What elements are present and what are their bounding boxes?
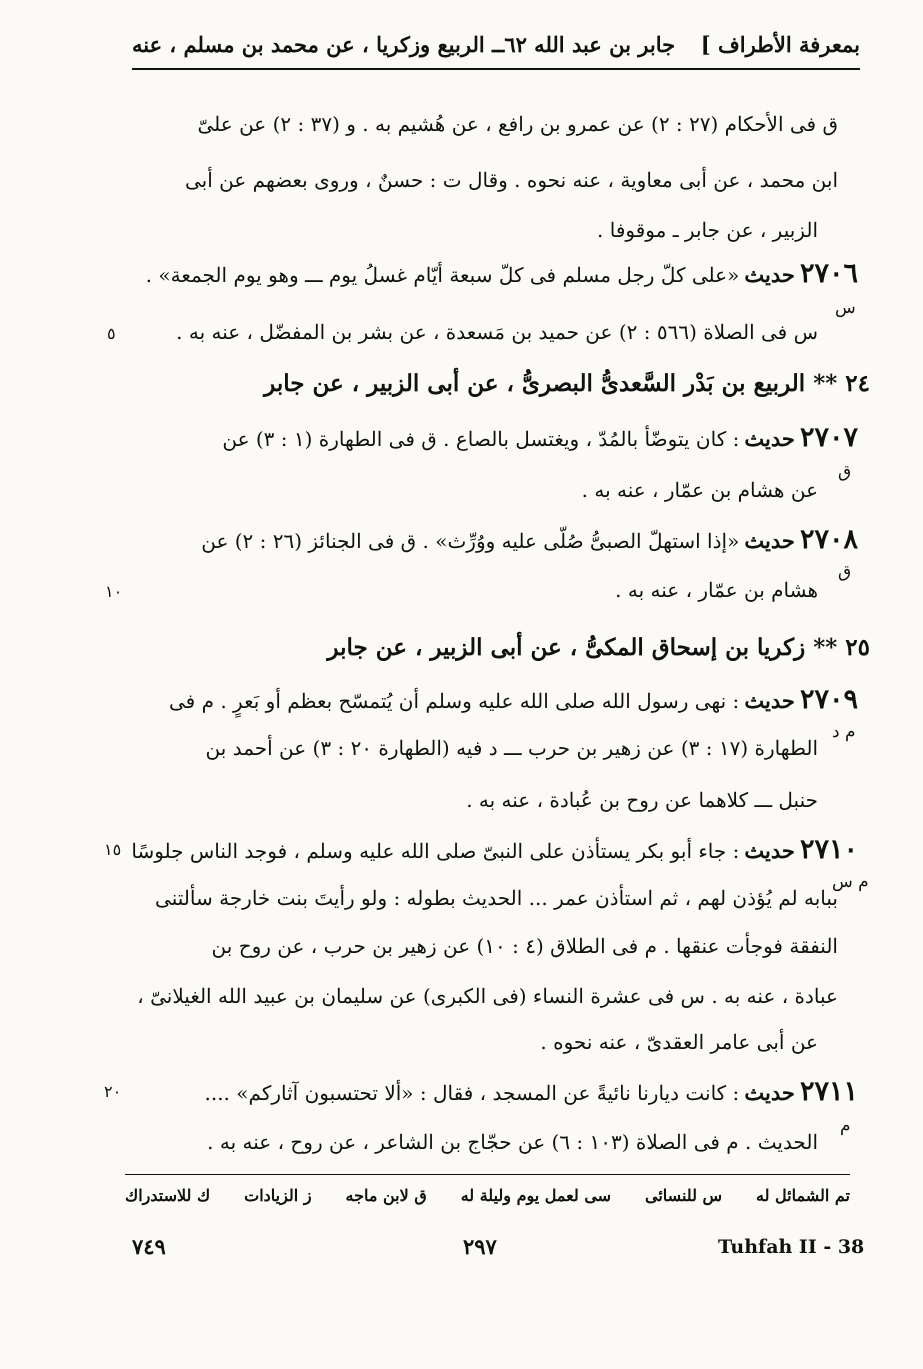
- hadith-text: : كانت ديارنا نائيةً عن المسجد ، فقال : «ألا تحتسبون آثاركم» ....: [204, 1081, 740, 1105]
- hadith-2711: [204, 1076, 858, 1107]
- hadith-text: : جاء أبو بكر يستأذن على النبىّ صلى الله عليه وسلم ، فوجد الناس جلوسًا: [131, 839, 740, 863]
- hadith-2706: [146, 258, 858, 289]
- text-line: ببابه لم يُؤذن لهم ، ثم استأذن عمر ... الحديث بطوله : ولو رأيتَ بنت خارجة سألتنى: [155, 886, 838, 910]
- text-line: ابن محمد ، عن أبى معاوية ، عنه نحوه . وقال ت : حسنٌ ، وروى بعضهم عن أبى: [184, 168, 838, 192]
- siglum: ق: [838, 562, 852, 582]
- hadith-label: حديث: [744, 262, 795, 287]
- text-line: الطهارة (١٧ : ٣) عن زهير بن حرب ـــ د فيه (الطهارة ٢٠ : ٣) عن أحمد بن: [205, 736, 818, 760]
- hadith-text: «إذا استهلّ الصبىُّ صُلّى عليه ووُرِّث» . ق فى الجنائز (٢٦ : ٢) عن: [201, 529, 740, 553]
- siglum: م د: [832, 722, 856, 742]
- footnote-rule: [125, 1174, 850, 1175]
- hadith-text: : كان يتوضّأ بالمُدّ ، ويغتسل بالصاع . ق فى الطهارة (١ : ٣) عن: [222, 427, 740, 451]
- text-line: حنبل ـــ كلاهما عن روح بن عُبادة ، عنه به .: [466, 788, 818, 812]
- legend-item: ك للاستدراك: [125, 1186, 211, 1205]
- legend-item: ق لابن ماجه: [345, 1186, 427, 1205]
- hadith-text: : نهى رسول الله صلى الله عليه وسلم أن يُتمسّح بعظم أو بَعرٍ . م فى: [169, 689, 740, 713]
- margin-line-number: ٢٠: [104, 1082, 122, 1101]
- siglum: س: [835, 298, 856, 318]
- text-line: س فى الصلاة (٥٦٦ : ٢) عن حميد بن مَسعدة ، عن بشر بن المفضّل ، عنه به .: [176, 320, 818, 344]
- hadith-2709: [169, 684, 858, 715]
- siglum: م: [840, 1116, 851, 1136]
- legend-item: س للنسائى: [645, 1186, 723, 1205]
- section-number: ٢٥ **: [813, 634, 870, 661]
- margin-line-number: ١٠: [105, 582, 123, 601]
- section-title: الربيع بن بَدْر السَّعدىُّ البصرىُّ ، عن أبى الزبير ، عن جابر: [264, 370, 806, 397]
- hadith-label: حديث: [744, 528, 795, 553]
- hadith-label: حديث: [744, 1080, 795, 1105]
- hadith-label: حديث: [744, 838, 795, 863]
- hadith-2707: [222, 422, 858, 453]
- section-heading-25: [327, 634, 870, 661]
- section-title: زكريا بن إسحاق المكىُّ ، عن أبى الزبير ، عن جابر: [327, 634, 806, 661]
- hadith-number: ٢٧١٠: [799, 834, 858, 865]
- header-left: جابر بن عبد الله ٦٢ــ الربيع وزكريا ، عن محمد بن مسلم ، عنه: [132, 32, 676, 57]
- legend-item: سى لعمل يوم وليلة له: [460, 1186, 612, 1205]
- text-line: عن هشام بن عمّار ، عنه به .: [581, 478, 818, 502]
- text-line: النفقة فوجأت عنقها . م فى الطلاق (٤ : ١٠) عن زهير بن حرب ، عن روح بن: [211, 934, 838, 958]
- margin-line-number: ١٥: [104, 840, 122, 859]
- text-line: عبادة ، عنه به . س فى عشرة النساء (فى الكبرى) عن سليمان بن عبيد الله الغيلانىّ ،: [137, 984, 838, 1008]
- section-number: ٢٤ **: [813, 370, 870, 397]
- legend-item: تم الشمائل له: [756, 1186, 850, 1205]
- hadith-2708: [201, 524, 858, 555]
- hadith-number: ٢٧٠٧: [799, 422, 858, 453]
- siglum: م س: [832, 872, 869, 892]
- text-line: ق فى الأحكام (٢٧ : ٢) عن عمرو بن رافع ، عن هُشيم به . و (٣٧ : ٢) عن علىّ: [197, 112, 838, 136]
- hadith-text: «على كلّ رجل مسلم فى كلّ سبعة أيّام غسلُ يوم ـــ وهو يوم الجمعة» .: [145, 263, 740, 287]
- sigla-legend: [125, 1186, 850, 1205]
- text-line: عن أبى عامر العقدىّ ، عنه نحوه .: [540, 1030, 818, 1054]
- footer-page-number: ٢٩٧: [463, 1234, 497, 1259]
- hadith-label: حديث: [744, 688, 795, 713]
- hadith-number: ٢٧٠٨: [799, 524, 858, 555]
- margin-line-number: ٥: [107, 324, 116, 343]
- legend-item: ز الزيادات: [244, 1186, 312, 1205]
- hadith-number: ٢٧٠٩: [799, 684, 858, 715]
- hadith-2710: [131, 834, 858, 865]
- hadith-number: ٢٧٠٦: [799, 258, 858, 289]
- text-line: الحديث . م فى الصلاة (١٠٣ : ٦) عن حجّاج بن الشاعر ، عن روح ، عنه به .: [207, 1130, 818, 1154]
- siglum: ق: [838, 462, 852, 482]
- footer-volume-ref: Tuhfah II - 38: [718, 1236, 865, 1258]
- text-line: هشام بن عمّار ، عنه به .: [615, 578, 818, 602]
- footer-original-page: ٧٤٩: [132, 1234, 166, 1259]
- hadith-label: حديث: [744, 426, 795, 451]
- section-heading-24: [264, 370, 870, 397]
- running-header: [132, 28, 860, 70]
- header-right: بمعرفة الأطراف ]: [700, 32, 860, 57]
- hadith-number: ٢٧١١: [799, 1076, 858, 1107]
- text-line: الزبير ، عن جابر ـ موقوفا .: [597, 218, 818, 242]
